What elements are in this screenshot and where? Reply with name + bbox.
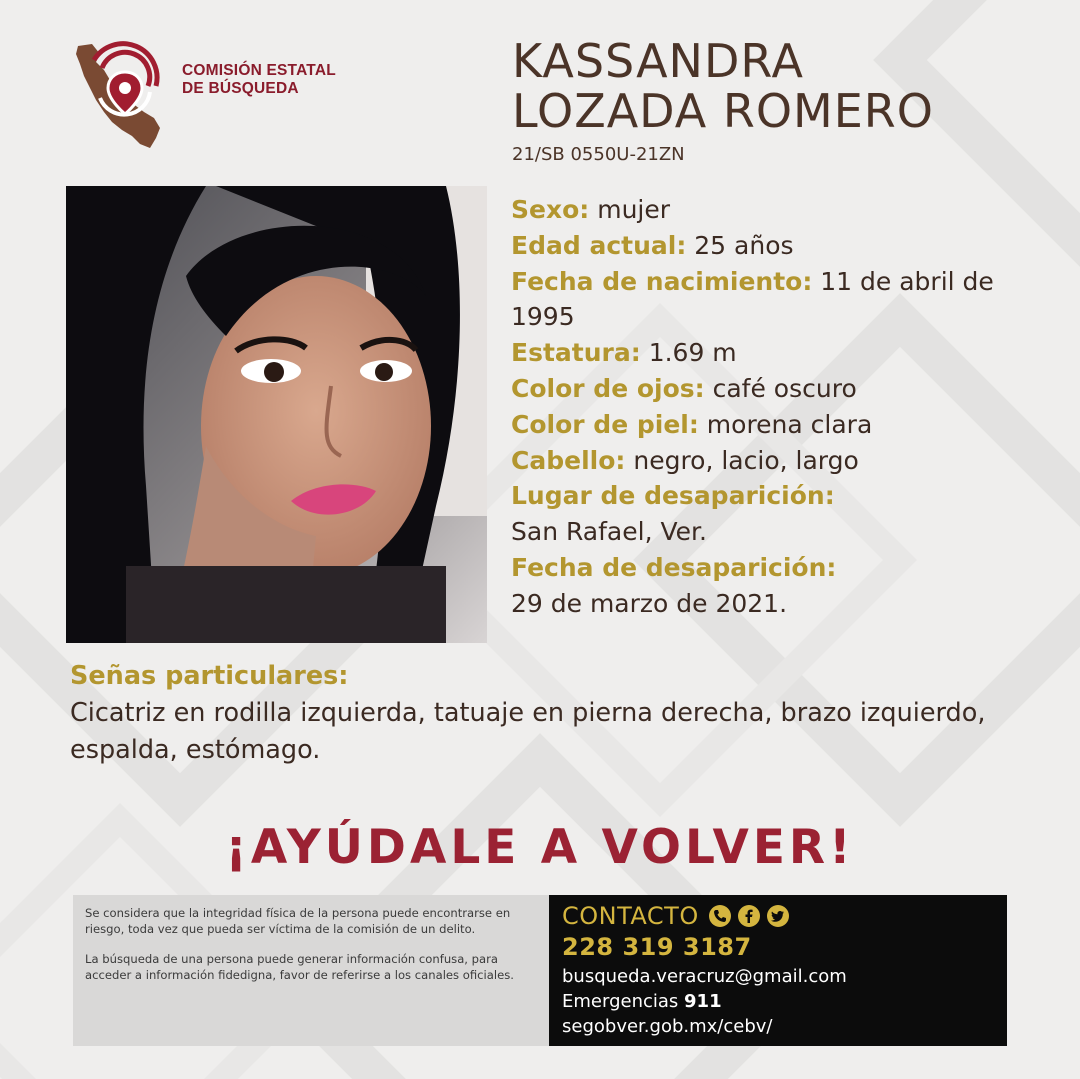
detail-ojos (511, 371, 1031, 407)
contact-header (562, 901, 1007, 931)
emergency-label: Emergencias (562, 991, 679, 1012)
detail-piel (511, 407, 1031, 443)
detail-value: 11 de abril de 1995 (511, 266, 994, 332)
detail-value: 29 de marzo de 2021. (511, 588, 788, 618)
distinguishing-marks-label: Señas particulares: (70, 661, 349, 691)
detail-estatura (511, 335, 1031, 371)
detail-sexo (511, 192, 1031, 228)
person-details (511, 192, 1031, 622)
detail-label: Cabello: (511, 445, 626, 475)
call-to-action: ¡AYÚDALE A VOLVER! (225, 820, 855, 875)
case-folio: 21/SB 0550U-21ZN (512, 144, 685, 165)
detail-label: Edad actual: (511, 230, 687, 260)
detail-label: Color de ojos: (511, 373, 705, 403)
detail-lugar (511, 478, 1031, 550)
distinguishing-marks (70, 658, 1030, 769)
person-photo (66, 186, 487, 643)
veracruz-map-icon (70, 40, 182, 152)
detail-edad (511, 228, 1031, 264)
detail-fecha-desaparicion (511, 550, 1031, 622)
person-name (512, 36, 934, 136)
contact-emergency (562, 989, 1007, 1014)
distinguishing-marks-value: Cicatriz en rodilla izquierda, tatuaje en pierna derecha, brazo izquierdo, espalda, estómago. (70, 698, 986, 765)
detail-value: café oscuro (712, 373, 857, 403)
detail-label: Sexo: (511, 195, 590, 224)
detail-value: morena clara (706, 409, 873, 439)
phone-icon[interactable] (709, 905, 731, 927)
organization-logo (70, 40, 370, 152)
detail-label: Lugar de desaparición: (511, 481, 835, 511)
detail-value: mujer (597, 195, 671, 224)
facebook-icon[interactable] (738, 905, 760, 927)
organization-name (182, 62, 336, 98)
last-name: LOZADA ROMERO (512, 84, 934, 138)
detail-label: Color de piel: (511, 409, 699, 439)
contact-title: CONTACTO (562, 902, 699, 930)
portrait-image (66, 186, 487, 643)
detail-label: Estatura: (511, 338, 641, 368)
detail-value: San Rafael, Ver. (511, 517, 707, 547)
disclaimer-paragraph-2: La búsqueda de una persona puede generar información confusa, para acceder a información fidedigna, favor de referirse a los canales oficiales. (85, 952, 514, 982)
contact-website[interactable]: segobver.gob.mx/cebv/ (562, 1016, 773, 1037)
disclaimer-box (73, 895, 549, 1046)
emergency-number[interactable]: 911 (684, 991, 722, 1012)
contact-box (549, 895, 1007, 1046)
contact-phone[interactable]: 228 319 3187 (562, 933, 752, 961)
disclaimer-paragraph-1: Se considera que la integridad física de la persona puede encontrarse en riesgo, toda vez que pueda ser víctima de la comisión de un delito. (85, 906, 511, 936)
detail-value: negro, lacio, largo (633, 445, 859, 475)
detail-value: 1.69 m (648, 338, 737, 368)
first-name: KASSANDRA (512, 34, 804, 88)
detail-value: 25 años (694, 230, 794, 260)
twitter-icon[interactable] (767, 905, 789, 927)
contact-email[interactable]: busqueda.veracruz@gmail.com (562, 966, 847, 987)
organization-name-line1: COMISIÓN ESTATAL (182, 62, 336, 79)
organization-name-line2: DE BÚSQUEDA (182, 80, 299, 97)
detail-label: Fecha de nacimiento: (511, 266, 813, 296)
detail-label: Fecha de desaparición: (511, 552, 837, 582)
detail-cabello (511, 443, 1031, 479)
detail-nacimiento (511, 264, 1031, 336)
